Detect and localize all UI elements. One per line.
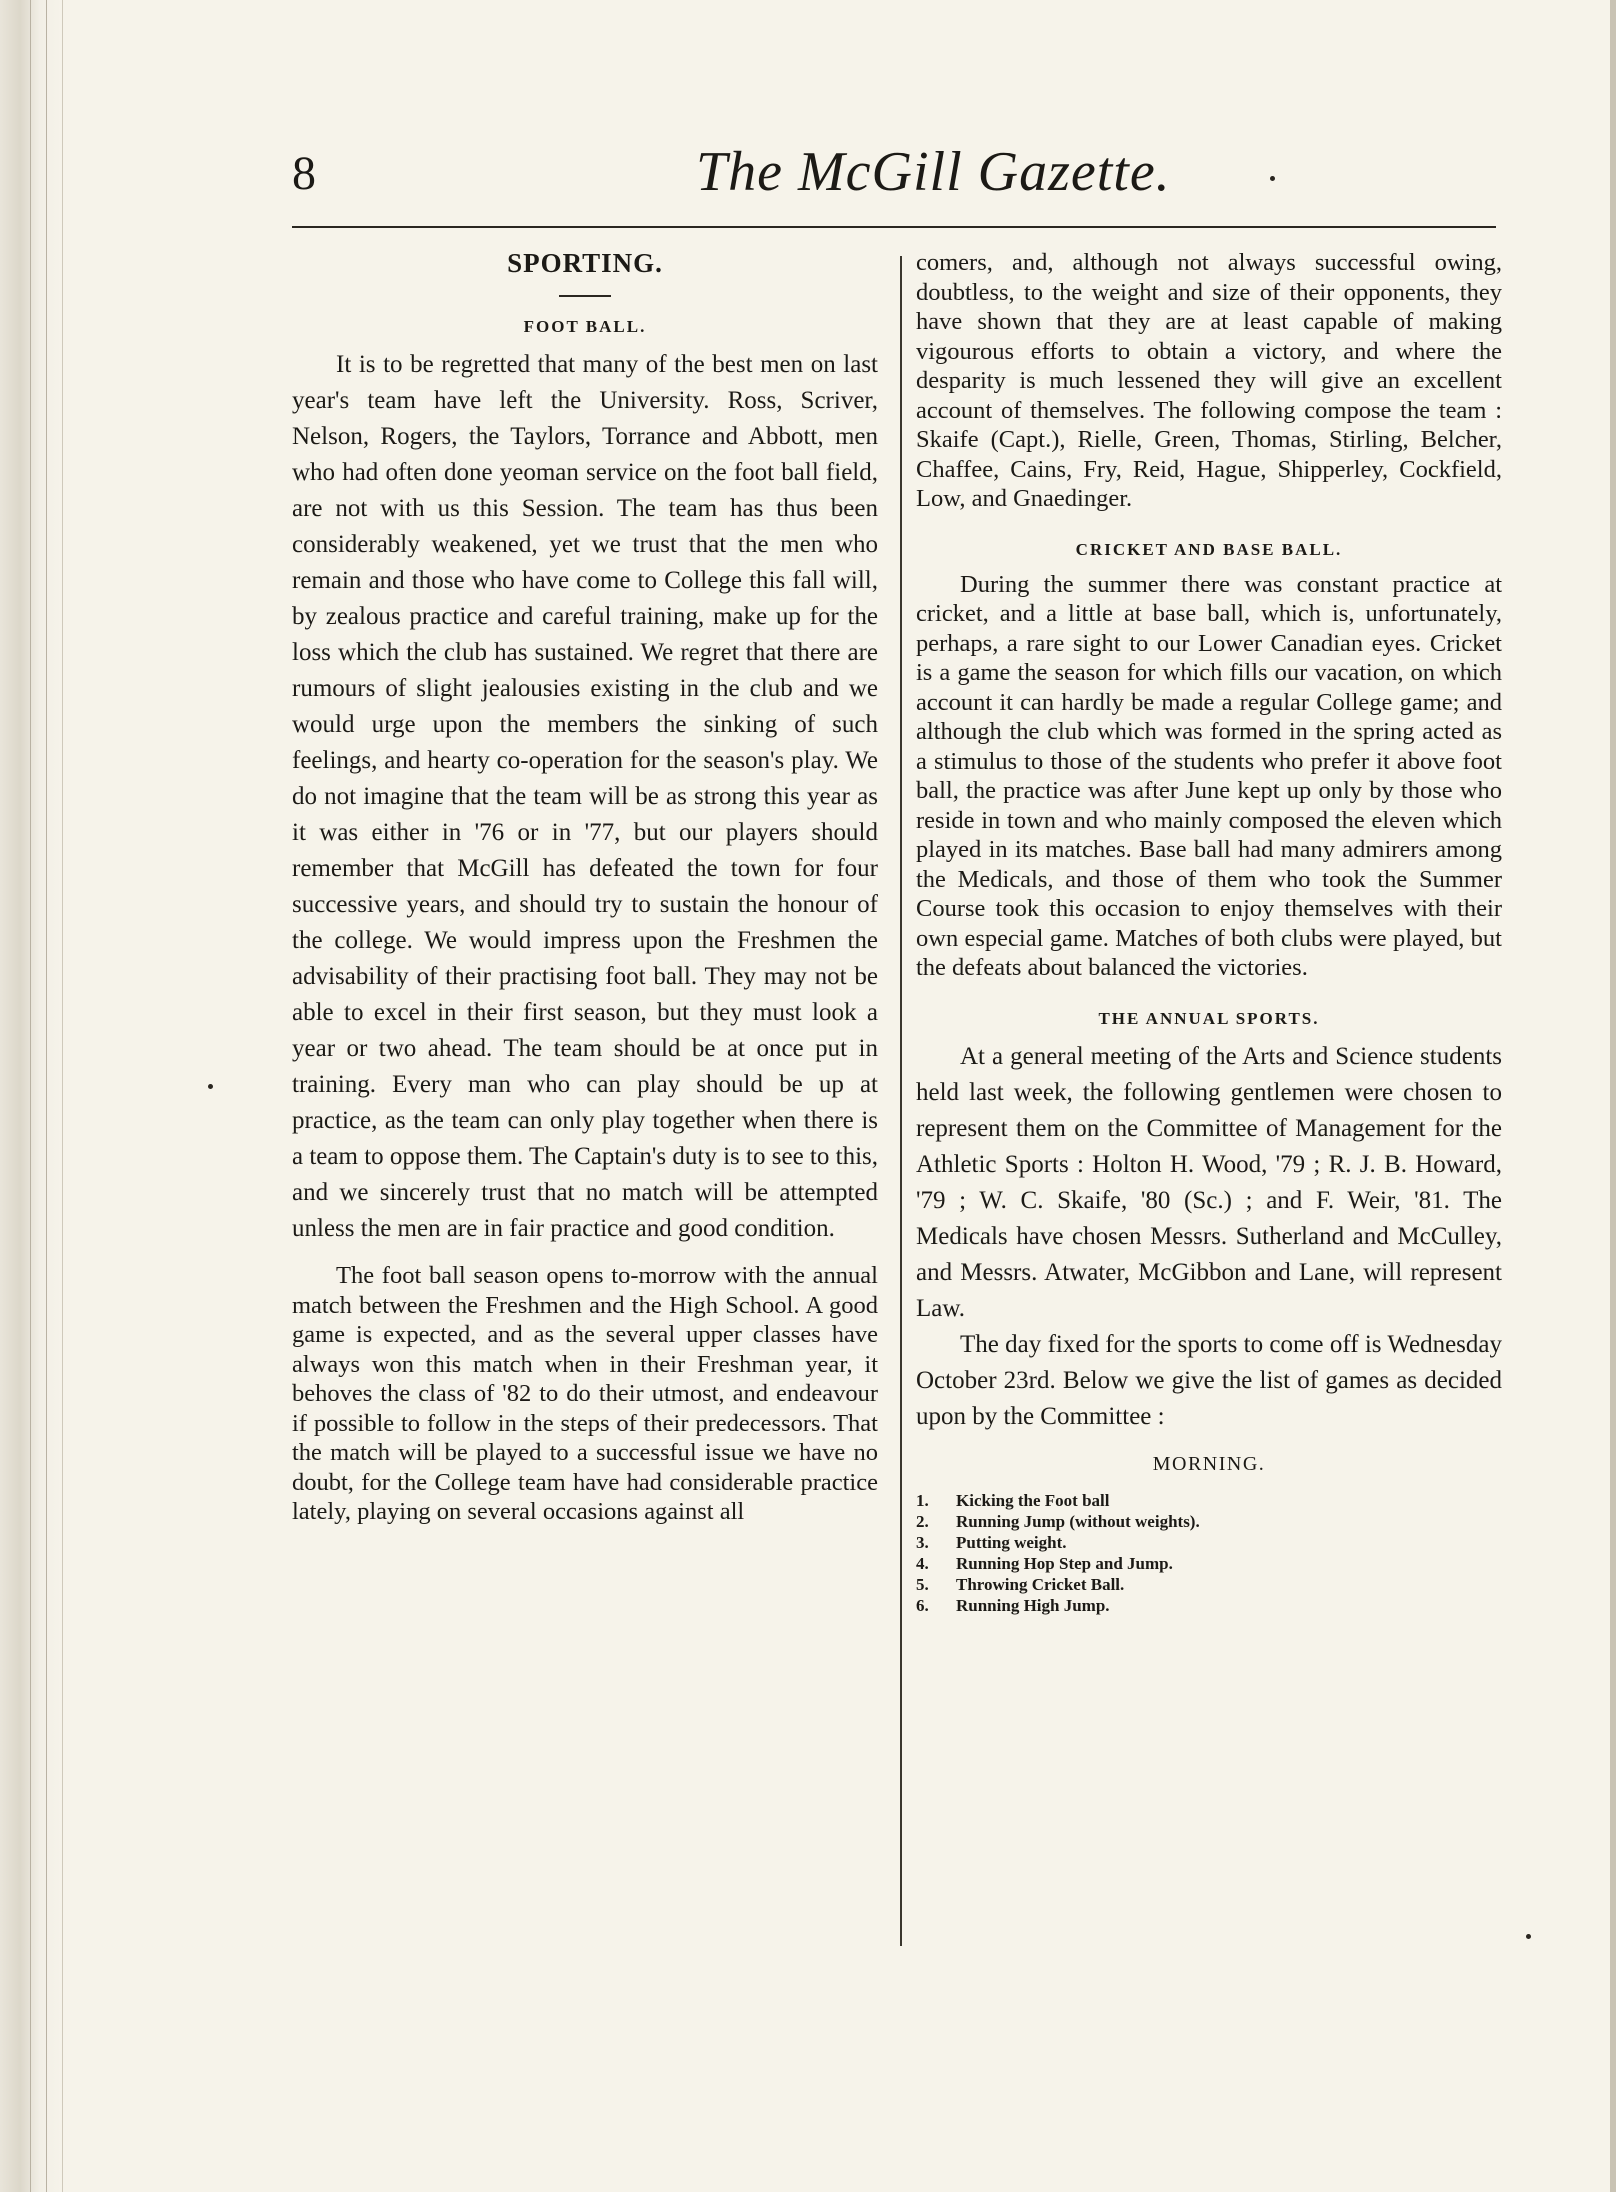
- list-item: 4. Running Hop Step and Jump.: [916, 1553, 1173, 1573]
- sports-paragraph-1: At a general meeting of the Arts and Science students held last week, the following gentlemen were chosen to represent them on the Committee of Management for the Athletic Sports : Holton H. Wood, '79 ; R. J. B. Howard, '79 ; W. C. Skaife, '80 (Sc.) ; and F. Weir, '81. The Medicals have chosen Messrs. Sutherland and McCulley, and Messrs. Atwater, McGibbon and Lane, will represent Law.: [916, 1042, 1502, 1322]
- page-right-edge: [1610, 0, 1616, 2192]
- right-column: [916, 248, 1502, 1616]
- running-head: [292, 140, 1496, 210]
- football-heading: FOOT BALL.: [523, 317, 647, 336]
- morning-heading: MORNING.: [1152, 1452, 1266, 1475]
- column-divider: [900, 256, 902, 1946]
- header-rule: [292, 226, 1496, 228]
- cricket-paragraph: During the summer there was constant practice at cricket, and a little at base ball, which is, unfortunately, perhaps, a rare sight to our Lower Canadian eyes. Cricket is a game the season for which fills our vacation, on which account it can hardly be made a regular College game; and although the club which was formed in the spring acted as a stimulus to those of the students who prefer it above foot ball, the practice was after June kept up only by those who reside in town and who mainly composed the eleven which played in its matches. Base ball had many admirers among the Medicals, and those of them who took the Summer Course took this occasion to enjoy themselves with their own especial game. Matches of both clubs were played, but the defeats about balanced the victories.: [916, 570, 1502, 981]
- page-number: 8: [292, 147, 316, 200]
- sports-paragraph-2: The day fixed for the sports to come off is Wednesday October 23rd. Below we give the list of games as decided upon by the Committee :: [916, 1330, 1502, 1430]
- left-column: [292, 248, 878, 1527]
- list-item: 5. Throwing Cricket Ball.: [916, 1574, 1125, 1594]
- list-item: 2. Running Jump (without weights).: [916, 1511, 1200, 1531]
- cricket-heading: CRICKET AND BASE BALL.: [1075, 539, 1343, 559]
- list-item: 6. Running High Jump.: [916, 1595, 1110, 1615]
- annual-sports-heading: THE ANNUAL SPORTS.: [1098, 1008, 1320, 1028]
- book-gutter: [0, 0, 63, 2192]
- print-speck: [1526, 1934, 1531, 1939]
- print-speck: [1270, 176, 1275, 181]
- morning-games-list: [916, 1490, 1502, 1616]
- football-paragraph-1: It is to be regretted that many of the best men on last year's team have left the University. Ross, Scriver, Nelson, Rogers, the Taylors, Torrance and Abbott, men who had often done yeoman service on the foot ball field, are not with us this Session. The team has thus been considerably weakened, yet we trust that the men who remain and those who have come to College this fall will, by zealous practice and careful training, make up for the loss which the club has sustained. We regret that there are rumours of slight jealousies existing in the club and we would urge upon the members the sinking of such feelings, and hearty co-operation for the season's play. We do not imagine that the team will be as strong this year as it was either in '76 or in '77, but our players should remember that McGill has defeated the town for four successive years, and should try to sustain the honour of the college. We would impress upon the Freshmen the advisability of their practising foot ball. They may not be able to excel in their first season, but they must look a year or two ahead. The team should be at once put in training. Every man who can play should be up at practice, as the team can only play together when there is a team to oppose them. The Captain's duty is to see to this, and we sincerely trust that no match will be attempted unless the men are in fair practice and good condition.: [292, 351, 878, 1242]
- list-item: 1. Kicking the Foot ball: [916, 1490, 1110, 1510]
- football-paragraph-2: The foot ball season opens to-morrow with the annual match between the Freshmen and the High School. A good game is expected, and as the several upper classes have always won this match when in their Freshman year, it behoves the class of '82 to do their utmost, and endeavour if possible to follow in the steps of their predecessors. That the match will be played to a successful issue we have no doubt, for the College team have had considerable practice lately, playing on several occasions against all: [292, 1262, 878, 1525]
- journal-title: The McGill Gazette.: [696, 141, 1171, 203]
- list-item: 3. Putting weight.: [916, 1532, 1067, 1552]
- section-title: SPORTING.: [507, 248, 663, 278]
- title-rule: [559, 295, 611, 297]
- print-speck: [208, 1084, 213, 1089]
- football-paragraph-continued: comers, and, although not always successful owing, doubtless, to the weight and size of their opponents, they have shown that they are at least capable of making vigourous efforts to obtain a victory, and where the desparity is much lessened they will give an excellent account of themselves. The following compose the team : Skaife (Capt.), Rielle, Green, Thomas, Stirling, Belcher, Chaffee, Cains, Fry, Reid, Hague, Shipperley, Cockfield, Low, and Gnaedinger.: [916, 249, 1502, 512]
